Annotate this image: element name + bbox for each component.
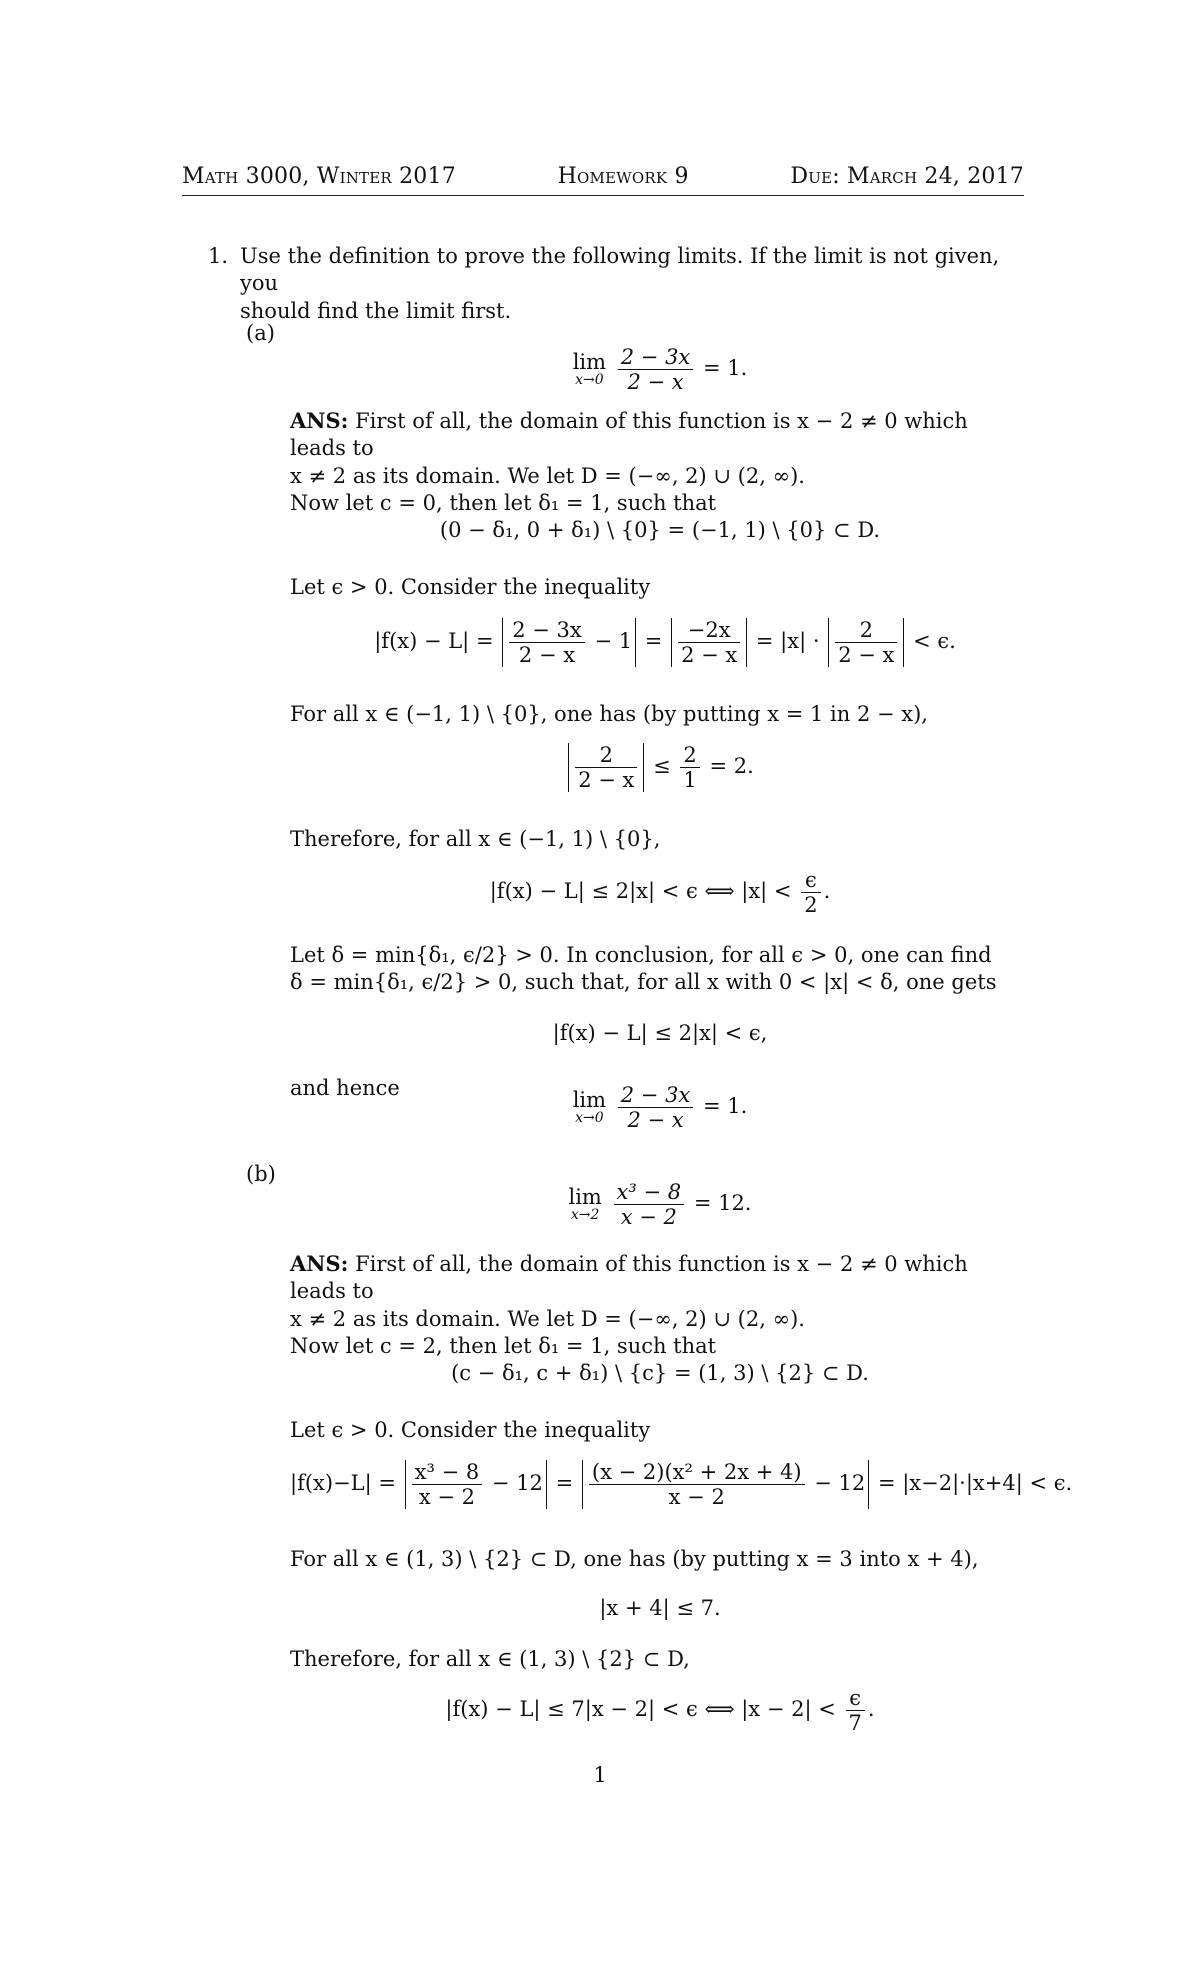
problem-number: 1. [208,244,229,268]
part-b-inequality: |f(x)−L| = $\frac{\text{x³ − 8}}{x - 2}$ − 12 = $\frac{\text{(x − 2)(x² + 2x + 4)}}{x - 2}$ − 12 = |x−2|·|x+4| < ϵ. [290,1460,1073,1510]
limit-fraction: $\frac{2 - 3x}{2 - x}$ [618,345,694,394]
part-b-neighborhood: (c − δ₁, c + δ₁) \ {c} = (1, 3) \ {2} ⊂ D. [451,1361,869,1385]
part-a-conclusion: Let δ = min{δ₁, ϵ/2} > 0. In conclusion, for all ϵ > 0, one can find δ = min{δ₁, ϵ/2} > 0, such that, for all x with 0 < |x| < δ, one gets [290,943,997,995]
part-b-limit: lim x→2 $\frac{\text{x³ − 8}}{x - 2}$ = 12. [568,1180,752,1230]
part-a-final-inequality: |f(x) − L| ≤ 2|x| < ϵ, [552,1021,768,1045]
part-b-therefore: Therefore, for all x ∈ (1, 3) \ {2} ⊂ D, [290,1647,690,1671]
homework-title: Homework 9 [557,164,689,189]
due-date: Due: March 24, 2017 [790,164,1024,189]
part-b-answer: ANS: First of all, the domain of this function is x − 2 ≠ 0 which leads to x ≠ 2 as its domain. We let D = (−∞, 2) ∪ (2, ∞). Now let c = 2, then let δ₁ = 1, such that [290,1251,968,1358]
part-a-bound: $\frac{2}{2 - x}$ ≤ $\frac{2}{1}$ = 2. [290,743,1030,792]
part-b-label: (b) [246,1162,276,1186]
part-a-neighborhood: (0 − δ₁, 0 + δ₁) \ {0} = (−1, 1) \ {0} ⊂ D. [439,518,881,542]
part-a-let-epsilon: Let ϵ > 0. Consider the inequality [290,575,651,599]
part-b-iff: |f(x) − L| ≤ 7|x − 2| < ϵ ⟺ |x − 2| < $\frac{\epsilon}{7}$ . [445,1686,875,1736]
part-a-inequality: |f(x) − L| = $\frac{2 - 3x}{2 - x}$ − 1 = $\frac{-2x}{2 - x}$ = |x| · $\frac{2}{2 - x}$ < ϵ. [374,618,956,668]
course-title: Math 3000, Winter 2017 [182,164,456,189]
lim-operator: lim x→0 [572,350,607,389]
part-a-answer: ANS: First of all, the domain of this function is x − 2 ≠ 0 which leads to x ≠ 2 as its domain. We let D = (−∞, 2) ∪ (2, ∞). Now let c = 0, then let δ₁ = 1, such that [290,408,968,515]
part-b-bound: |x + 4| ≤ 7. [599,1596,721,1620]
page-number: 1 [593,1763,607,1787]
part-a-and-hence: and hence [290,1076,400,1100]
part-a-forall: For all x ∈ (−1, 1) \ {0}, one has (by putting x = 1 in 2 − x), [290,702,928,726]
part-b-forall: For all x ∈ (1, 3) \ {2} ⊂ D, one has (by putting x = 3 into x + 4), [290,1547,979,1571]
part-b-let-epsilon: Let ϵ > 0. Consider the inequality [290,1418,651,1442]
part-a-final-limit: lim x→0 $\frac{2 - 3x}{2 - x}$ = 1. [572,1083,748,1133]
intro-line-2: should find the limit first. [240,298,512,323]
intro-line-1: Use the definition to prove the following limits. If the limit is not given, you [240,244,1000,296]
part-a-iff: |f(x) − L| ≤ 2|x| < ϵ ⟺ |x| < $\frac{\epsilon}{2}$ . [489,868,831,918]
part-a-limit: lim x→0 $\frac{2 - 3x}{2 - x}$ = 1. [572,345,748,395]
part-a-therefore: Therefore, for all x ∈ (−1, 1) \ {0}, [290,827,661,851]
part-a-label: (a) [246,321,275,345]
ans-label: ANS: [290,408,349,433]
problem-intro [240,243,1040,325]
page-header [182,163,1024,196]
